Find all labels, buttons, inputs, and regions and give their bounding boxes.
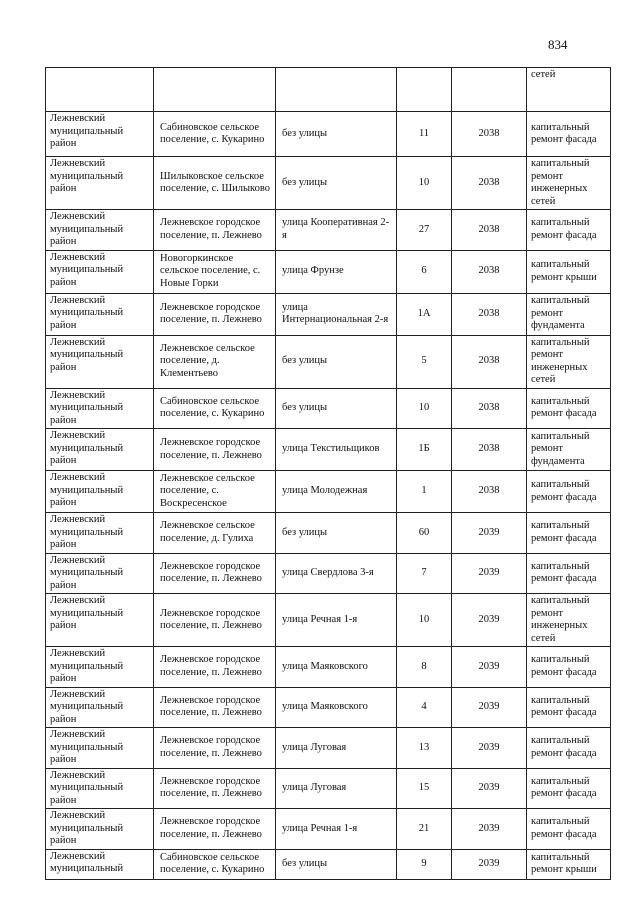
settlement-cell: Лежневское городское поселение, п. Лежнево [154, 594, 276, 647]
street-cell [276, 68, 397, 112]
district-cell: Лежневский муниципальный район [46, 250, 154, 293]
table-row [46, 809, 611, 850]
district-cell: Лежневский муниципальный район [46, 210, 154, 251]
settlement-cell: Новогоркинское сельское поселение, с. Новые Горки [154, 250, 276, 293]
settlement-cell: Лежневское городское поселение, п. Лежнево [154, 728, 276, 769]
district-cell: Лежневский муниципальный район [46, 388, 154, 429]
year-cell: 2039 [452, 687, 527, 728]
year-cell: 2038 [452, 157, 527, 210]
settlement-cell: Сабиновское сельское поселение, с. Кукарино [154, 112, 276, 157]
house-cell: 4 [397, 687, 452, 728]
year-cell: 2038 [452, 293, 527, 335]
house-cell: 8 [397, 647, 452, 688]
table-row [46, 849, 611, 879]
continuation-row [46, 68, 611, 112]
year-cell: 2039 [452, 513, 527, 554]
house-cell: 10 [397, 594, 452, 647]
work-cell: капитальный ремонт фасада [527, 388, 611, 429]
settlement-cell: Шилыковское сельское поселение, с. Шилыково [154, 157, 276, 210]
district-cell [46, 68, 154, 112]
work-cell: капитальный ремонт инженерных сетей [527, 157, 611, 210]
year-cell: 2038 [452, 112, 527, 157]
year-cell: 2038 [452, 429, 527, 471]
table-row [46, 250, 611, 293]
street-cell: улица Фрунзе [276, 250, 397, 293]
settlement-cell: Лежневское сельское поселение, д. Клементьево [154, 335, 276, 388]
house-cell: 10 [397, 157, 452, 210]
house-cell: 13 [397, 728, 452, 769]
settlement-cell: Лежневское сельское поселение, д. Гулиха [154, 513, 276, 554]
table-row [46, 210, 611, 251]
district-cell: Лежневский муниципальный район [46, 687, 154, 728]
street-cell: без улицы [276, 335, 397, 388]
house-cell: 6 [397, 250, 452, 293]
work-cell: капитальный ремонт фасада [527, 210, 611, 251]
house-cell: 1 [397, 471, 452, 513]
street-cell: без улицы [276, 157, 397, 210]
work-cell: сетей [527, 68, 611, 112]
street-cell: улица Кооперативная 2-я [276, 210, 397, 251]
settlement-cell: Лежневское городское поселение, п. Лежнево [154, 429, 276, 471]
table-body [46, 68, 611, 880]
settlement-cell: Лежневское городское поселение, п. Лежнево [154, 293, 276, 335]
settlement-cell: Сабиновское сельское поселение, с. Кукарино [154, 849, 276, 879]
house-cell: 27 [397, 210, 452, 251]
settlement-cell: Лежневское городское поселение, п. Лежнево [154, 647, 276, 688]
year-cell: 2038 [452, 388, 527, 429]
district-cell: Лежневский муниципальный район [46, 513, 154, 554]
work-cell: капитальный ремонт фасада [527, 728, 611, 769]
district-cell: Лежневский муниципальный район [46, 112, 154, 157]
settlement-cell: Лежневское городское поселение, п. Лежнево [154, 210, 276, 251]
work-cell: капитальный ремонт фасада [527, 647, 611, 688]
settlement-cell: Лежневское городское поселение, п. Лежнево [154, 687, 276, 728]
work-cell: капитальный ремонт фасада [527, 768, 611, 809]
district-cell: Лежневский муниципальный район [46, 293, 154, 335]
table-row [46, 594, 611, 647]
year-cell: 2039 [452, 728, 527, 769]
table-row [46, 335, 611, 388]
house-cell: 10 [397, 388, 452, 429]
house-cell: 1Б [397, 429, 452, 471]
street-cell: без улицы [276, 112, 397, 157]
year-cell: 2039 [452, 647, 527, 688]
street-cell: без улицы [276, 513, 397, 554]
table-row [46, 388, 611, 429]
work-cell: капитальный ремонт фасада [527, 112, 611, 157]
district-cell: Лежневский муниципальный район [46, 809, 154, 850]
street-cell: улица Маяковского [276, 647, 397, 688]
work-cell: капитальный ремонт фасада [527, 809, 611, 850]
district-cell: Лежневский муниципальный район [46, 768, 154, 809]
work-cell: капитальный ремонт фасада [527, 687, 611, 728]
work-cell: капитальный ремонт фасада [527, 471, 611, 513]
year-cell: 2039 [452, 849, 527, 879]
house-cell: 60 [397, 513, 452, 554]
house-cell: 5 [397, 335, 452, 388]
work-cell: капитальный ремонт фундамента [527, 429, 611, 471]
street-cell: улица Луговая [276, 768, 397, 809]
street-cell: улица Речная 1-я [276, 594, 397, 647]
house-cell: 1А [397, 293, 452, 335]
year-cell: 2039 [452, 594, 527, 647]
district-cell: Лежневский муниципальный район [46, 647, 154, 688]
street-cell: улица Речная 1-я [276, 809, 397, 850]
street-cell: улица Молодежная [276, 471, 397, 513]
house-cell: 11 [397, 112, 452, 157]
table-row [46, 647, 611, 688]
street-cell: улица Текстильщиков [276, 429, 397, 471]
street-cell: улица Маяковского [276, 687, 397, 728]
district-cell: Лежневский муниципальный район [46, 728, 154, 769]
house-cell: 15 [397, 768, 452, 809]
work-cell: капитальный ремонт инженерных сетей [527, 594, 611, 647]
settlement-cell: Лежневское городское поселение, п. Лежнево [154, 768, 276, 809]
district-cell: Лежневский муниципальный район [46, 553, 154, 594]
settlement-cell: Лежневское сельское поселение, с. Воскресенское [154, 471, 276, 513]
street-cell: улица Луговая [276, 728, 397, 769]
district-cell: Лежневский муниципальный район [46, 471, 154, 513]
district-cell: Лежневский муниципальный район [46, 335, 154, 388]
district-cell: Лежневский муниципальный [46, 849, 154, 879]
settlement-cell: Лежневское городское поселение, п. Лежнево [154, 809, 276, 850]
year-cell: 2038 [452, 210, 527, 251]
table-row [46, 728, 611, 769]
house-cell: 21 [397, 809, 452, 850]
street-cell: без улицы [276, 849, 397, 879]
district-cell: Лежневский муниципальный район [46, 157, 154, 210]
table-row [46, 293, 611, 335]
table-row [46, 768, 611, 809]
street-cell: улица Свердлова 3-я [276, 553, 397, 594]
table-row [46, 112, 611, 157]
year-cell: 2039 [452, 553, 527, 594]
year-cell: 2038 [452, 250, 527, 293]
table-row [46, 687, 611, 728]
work-cell: капитальный ремонт фасада [527, 513, 611, 554]
district-cell: Лежневский муниципальный район [46, 594, 154, 647]
year-cell: 2039 [452, 809, 527, 850]
street-cell: без улицы [276, 388, 397, 429]
table-row [46, 513, 611, 554]
year-cell: 2038 [452, 335, 527, 388]
table-row [46, 429, 611, 471]
district-cell: Лежневский муниципальный район [46, 429, 154, 471]
work-cell: капитальный ремонт фундамента [527, 293, 611, 335]
page-number: 834 [548, 37, 568, 52]
house-cell: 9 [397, 849, 452, 879]
street-cell: улица Интернациональная 2-я [276, 293, 397, 335]
table-row [46, 553, 611, 594]
year-cell [452, 68, 527, 112]
settlement-cell: Лежневское городское поселение, п. Лежнево [154, 553, 276, 594]
house-cell [397, 68, 452, 112]
work-cell: капитальный ремонт фасада [527, 553, 611, 594]
settlement-cell [154, 68, 276, 112]
year-cell: 2039 [452, 768, 527, 809]
work-cell: капитальный ремонт инженерных сетей [527, 335, 611, 388]
year-cell: 2038 [452, 471, 527, 513]
work-cell: капитальный ремонт крыши [527, 849, 611, 879]
work-cell: капитальный ремонт крыши [527, 250, 611, 293]
house-cell: 7 [397, 553, 452, 594]
settlement-cell: Сабиновское сельское поселение, с. Кукарино [154, 388, 276, 429]
housing-repair-table [45, 67, 611, 880]
table-row [46, 471, 611, 513]
table-row [46, 157, 611, 210]
